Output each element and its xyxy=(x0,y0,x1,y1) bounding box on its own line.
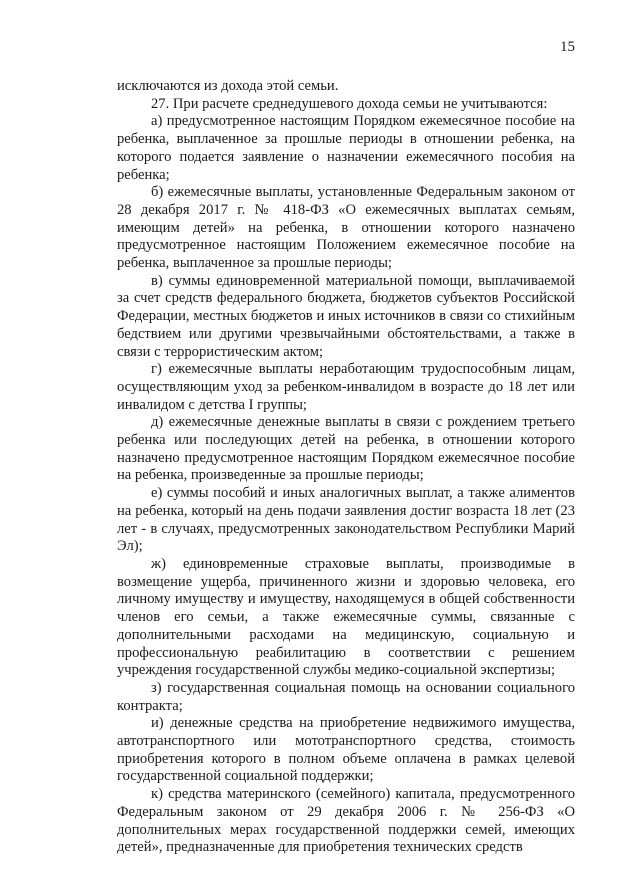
paragraph-item-e: е) суммы пособий и иных аналогичных выплат, а также алиментов на ребенка, который на день подачи заявления достиг возраста 18 лет (23 лет - в случаях, предусмотренных законодательством Республики Марий Эл); xyxy=(117,485,575,555)
paragraph-continuation: исключаются из дохода этой семьи. xyxy=(117,78,339,94)
paragraph-27-heading: 27. При расчете среднедушевого дохода семьи не учитываются: xyxy=(151,95,548,112)
paragraph-item-z: з) государственная социальная помощь на основании социального контракта; xyxy=(117,679,575,714)
paragraph-item-d: д) ежемесячные денежные выплаты в связи с рождением третьего ребенка или последующих детей на ребенка, в отношении которого назначено предусмотренное настоящим Порядком ежемесячное пособие на ребенка, произведенные за прошлые периоды; xyxy=(117,414,575,484)
paragraph-item-g: г) ежемесячные выплаты неработающим трудоспособным лицам, осуществляющим уход за ребенком-инвалидом в возрасте до 18 лет или инвалидом с детства I группы; xyxy=(117,361,575,413)
paragraph-item-v: в) суммы единовременной материальной помощи, выплачиваемой за счет средств федерального бюджета, бюджетов субъектов Российской Федерации, местных бюджетов и иных источников в связи со стихийным бедствием или другими чрезвычайными обстоятельствами, а также в связи с террористическим актом; xyxy=(117,272,575,360)
page-number: 15 xyxy=(560,39,575,55)
paragraph-item-zh: ж) единовременные страховые выплаты, производимые в возмещение ущерба, причиненного жизни и здоровью человека, его личному имуществу и имуществу, находящемуся в общей собственности членов его семьи, а также ежемесячные суммы, связанные с дополнительными расходами на медицинскую, социальную и профессиональную реабилитацию в соответствии с решением учреждения государственной службы медико-социальной экспертизы; xyxy=(117,555,575,679)
paragraph-item-a: а) предусмотренное настоящим Порядком ежемесячное пособие на ребенка, выплаченное за прошлые периоды в отношении ребенка, на которого подается заявление о назначении ежемесячного пособия на ребенка; xyxy=(117,113,575,183)
document-body xyxy=(117,78,575,857)
paragraph-item-i: и) денежные средства на приобретение недвижимого имущества, автотранспортного или мототранспортного средства, стоимость приобретения которого в полном объеме оплачена в рамках целевой государственной социальной поддержки; xyxy=(117,715,575,785)
paragraph-item-k: к) средства материнского (семейного) капитала, предусмотренного Федеральным законом от 29 декабря 2006 г. № 256-ФЗ «О дополнительных мерах государственной поддержки семей, имеющих детей», предназначенные для приобретения технических средств xyxy=(117,786,575,856)
paragraph-item-b: б) ежемесячные выплаты, установленные Федеральным законом от 28 декабря 2017 г. № 418-ФЗ «О ежемесячных выплатах семьям, имеющим детей» на ребенка, в отношении которого назначено предусмотренное настоящим Положением ежемесячное пособие на ребенка, выплаченное за прошлые периоды; xyxy=(117,184,575,272)
